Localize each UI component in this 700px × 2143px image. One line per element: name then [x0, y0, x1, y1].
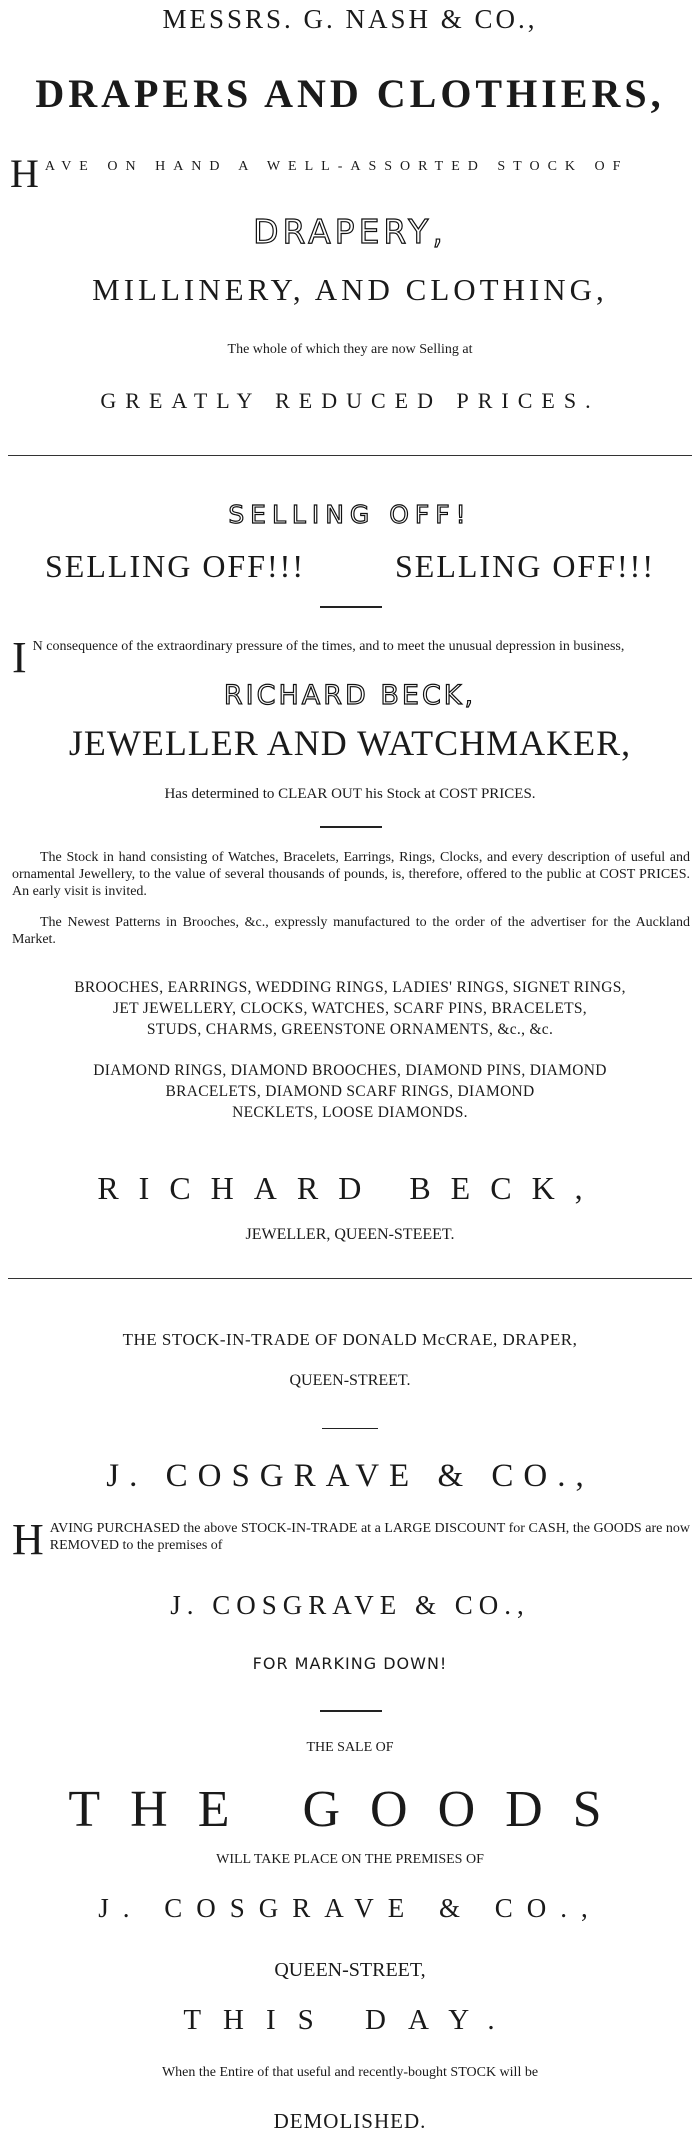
nash-drapery: DRAPERY, — [253, 212, 447, 251]
beck-patterns-para — [12, 914, 690, 948]
nash-title: MESSRS. G. NASH & CO., — [162, 4, 538, 34]
section-divider-2 — [8, 1278, 692, 1279]
cosgrave-intro — [12, 1515, 690, 1564]
nash-selling-note: The whole of which they are now Selling at — [227, 342, 473, 357]
cosgrave-firm: J. COSGRAVE & CO., — [106, 1458, 594, 1494]
cosgrave-goods: THE GOODS — [68, 1781, 632, 1838]
beck-stock-para — [12, 849, 690, 900]
beck-list-2 — [10, 1060, 690, 1123]
cosgrave-marking: FOR MARKING DOWN! — [252, 1654, 448, 1673]
nash-millinery: MILLINERY, AND CLOTHING, — [92, 272, 608, 307]
list-item: NECKLETS, LOOSE DIAMONDS. — [232, 1104, 468, 1121]
beck-patterns-text: The Newest Patterns in Brooches, &c., expressly manufactured to the order of the advertiser for the Auckland Market. — [12, 915, 690, 947]
beck-intro — [12, 633, 690, 682]
list-item: STUDS, CHARMS, GREENSTONE ORNAMENTS, &c., &c. — [146, 1021, 554, 1038]
section-divider-1 — [8, 455, 692, 456]
beck-name-outline: RICHARD BECK, — [223, 680, 477, 711]
beck-address: JEWELLER, QUEEN-STEEET. — [245, 1226, 455, 1243]
nash-subtitle: DRAPERS AND CLOTHIERS, — [35, 71, 665, 116]
beck-signature: RICHARD BECK, — [97, 1170, 603, 1206]
cosgrave-short-rule-2 — [320, 1710, 382, 1712]
list-item: JET JEWELLERY, CLOCKS, WATCHES, SCARF PINS, BRACELETS, — [113, 1000, 587, 1017]
cosgrave-street-2: QUEEN-STREET, — [274, 1959, 426, 1981]
cosgrave-this-day: THIS DAY. — [183, 2004, 517, 2036]
cosgrave-firm-3: J. COSGRAVE & CO., — [98, 1893, 602, 1923]
cosgrave-premises: WILL TAKE PLACE ON THE PREMISES OF — [216, 1852, 484, 1867]
cosgrave-street: QUEEN-STREET. — [289, 1372, 411, 1389]
cosgrave-stock-line: THE STOCK-IN-TRADE OF DONALD McCRAE, DRAPER, — [122, 1330, 578, 1349]
beck-selling-off-right: SELLING OFF!!! — [395, 548, 655, 584]
beck-selling-off-left: SELLING OFF!!! — [45, 548, 305, 584]
cosgrave-firm-2: J. COSGRAVE & CO., — [170, 1590, 530, 1620]
beck-list-1 — [10, 977, 690, 1040]
beck-selling-off: SELLING OFF! — [228, 500, 472, 529]
nash-intro-text: AVE ON HAND A WELL-ASSORTED STOCK OF — [44, 159, 629, 174]
list-item: BROOCHES, EARRINGS, WEDDING RINGS, LADIES' RINGS, SIGNET RINGS, — [74, 979, 626, 996]
nash-intro — [10, 151, 690, 196]
cosgrave-entire: When the Entire of that useful and recently-bought STOCK will be — [161, 2065, 539, 2080]
list-item: DIAMOND RINGS, DIAMOND BROOCHES, DIAMOND PINS, DIAMOND — [93, 1062, 607, 1079]
beck-intro-text: N consequence of the extraordinary pressure of the times, and to meet the unusual depression in business, — [32, 639, 625, 654]
beck-trade: JEWELLER AND WATCHMAKER, — [68, 723, 632, 763]
beck-determined: Has determined to CLEAR OUT his Stock at COST PRICES. — [164, 786, 536, 802]
beck-stock-text: The Stock in hand consisting of Watches, Bracelets, Earrings, Rings, Clocks, and every description of useful and ornamental Jewellery, to the value of several thousands of pounds, is, therefore, offered to the public at COST PRICES. An early visit is invited. — [12, 850, 690, 899]
cosgrave-intro-text: AVING PURCHASED the above STOCK-IN-TRADE at a LARGE DISCOUNT for CASH, the GOODS are now REMOVED to the premises of — [49, 1521, 690, 1553]
cosgrave-short-rule-1 — [322, 1428, 378, 1429]
beck-short-rule-2 — [320, 826, 382, 828]
list-item: BRACELETS, DIAMOND SCARF RINGS, DIAMOND — [165, 1083, 535, 1100]
cosgrave-dropcap: H — [12, 1515, 44, 1564]
cosgrave-demolished: DEMOLISHED. — [273, 2109, 427, 2133]
nash-prices: GREATLY REDUCED PRICES. — [100, 388, 600, 413]
beck-short-rule-1 — [320, 606, 382, 608]
cosgrave-sale-of: THE SALE OF — [306, 1740, 394, 1755]
nash-dropcap: H — [10, 151, 39, 196]
beck-dropcap: I — [12, 633, 27, 682]
